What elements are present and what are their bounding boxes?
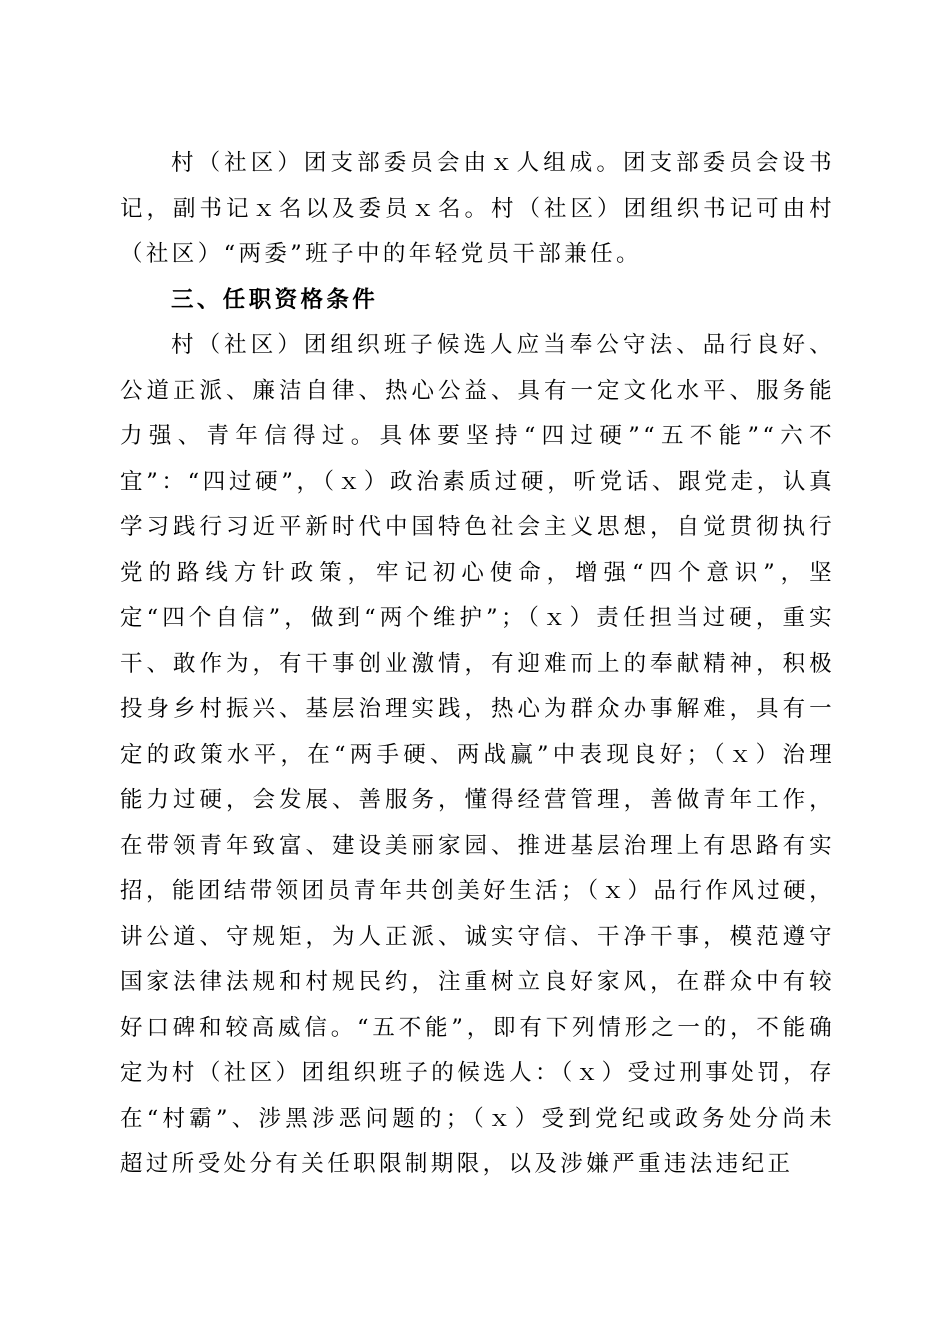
section-heading: 三、任职资格条件 [171, 286, 379, 313]
body-paragraph: 村（社区）团支部委员会由ｘ人组成。团支部委员会设书记，副书记ｘ名以及委员ｘ名。村（社区）团组织书记可由村（社区）“两委”班子中的年轻党员干部兼任。 [120, 150, 835, 267]
document-body [120, 141, 835, 1188]
body-paragraph: 村（社区）团组织班子候选人应当奉公守法、品行良好、公道正派、廉洁自律、热心公益、具有一定文化水平、服务能力强、青年信得过。具体要坚持“四过硬”“五不能”“六不宜”：“四过硬”，（ｘ）政治素质过硬，听党话、跟党走，认真学习践行习近平新时代中国特色社会主义思想，自觉贯彻执行党的路线方针政策，牢记初心使命，增强“四个意识”，坚定“四个自信”，做到“两个维护”；（ｘ）责任担当过硬，重实干、敢作为，有干事创业激情，有迎难而上的奉献精神，积极投身乡村振兴、基层治理实践，热心为群众办事解难，具有一定的政策水平，在“两手硬、两战赢”中表现良好；（ｘ）治理能力过硬，会发展、善服务，懂得经营管理，善做青年工作，在带领青年致富、建设美丽家园、推进基层治理上有思路有实招，能团结带领团员青年共创美好生活；（ｘ）品行作风过硬，讲公道、守规矩，为人正派、诚实守信、干净干事，模范遵守国家法律法规和村规民约，注重树立良好家风，在群众中有较好口碑和较高威信。“五不能”，即有下列情形之一的，不能确定为村（社区）团组织班子的候选人：（ｘ）受过刑事处罚，存在“村霸”、涉黑涉恶问题的；（ｘ）受到党纪或政务处分尚未超过所受处分有关任职限制期限，以及涉嫌严重违法违纪正 [120, 332, 836, 1177]
